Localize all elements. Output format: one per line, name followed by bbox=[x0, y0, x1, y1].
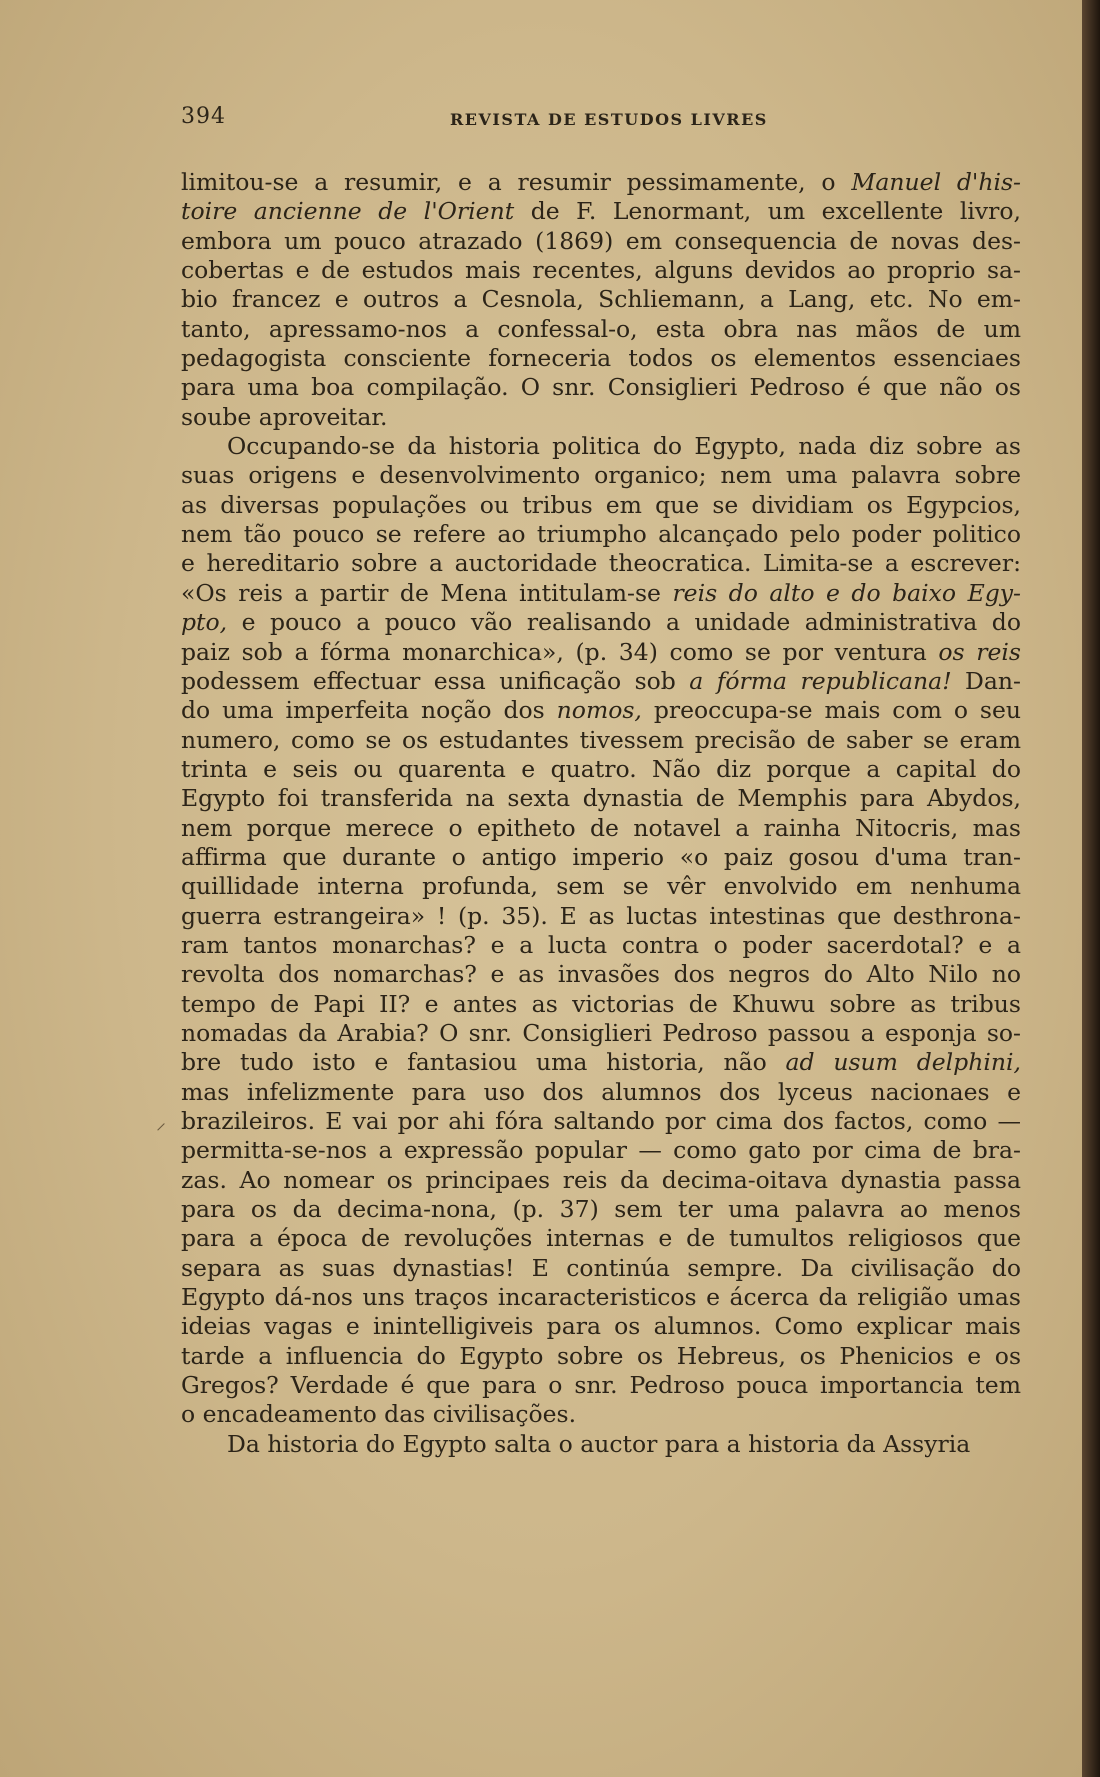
text-segment: o encadeamento das civilisações. bbox=[181, 1400, 577, 1429]
text-segment: embora um pouco atrazado (1869) em consequencia de novas des- bbox=[181, 226, 1021, 255]
text-line bbox=[181, 549, 1021, 578]
text-segment: e hereditario sobre a auctoridade theocratica. Limita-se a escrever: bbox=[181, 549, 1021, 578]
text-line bbox=[181, 726, 1021, 755]
text-line bbox=[181, 227, 1021, 256]
text-line bbox=[181, 1078, 1021, 1107]
text-line bbox=[181, 520, 1021, 549]
text-segment: bre tudo isto e fantasiou uma historia, não bbox=[181, 1048, 786, 1077]
text-line bbox=[181, 960, 1021, 989]
text-line bbox=[181, 1430, 1021, 1459]
text-segment: permitta-se-nos a expressão popular — como gato por cima de bra- bbox=[181, 1136, 1021, 1165]
italic-segment: pto, bbox=[181, 608, 228, 637]
text-line bbox=[181, 1048, 1021, 1077]
text-segment: quillidade interna profunda, sem se vêr envolvido em nenhuma bbox=[181, 872, 1021, 901]
text-segment: tanto, apressamo-nos a confessal-o, esta obra nas mãos de um bbox=[181, 314, 1021, 343]
italic-segment: ad usum delphini, bbox=[785, 1048, 1022, 1077]
text-line bbox=[181, 843, 1021, 872]
text-line bbox=[181, 403, 1021, 432]
italic-segment: Manuel d'his- bbox=[851, 168, 1021, 196]
text-segment: soube aproveitar. bbox=[181, 402, 388, 431]
text-line bbox=[181, 931, 1021, 960]
text-segment: guerra estrangeira» ! (p. 35). E as luctas intestinas que desthrona- bbox=[181, 901, 1021, 930]
italic-segment: nomos, bbox=[556, 696, 642, 725]
page-number: 394 bbox=[181, 104, 226, 129]
text-line bbox=[181, 1254, 1021, 1283]
text-segment: as diversas populações ou tribus em que se dividiam os Egypcios, bbox=[181, 490, 1021, 519]
italic-segment: toire ancienne de l'Orient bbox=[181, 197, 515, 226]
text-segment: ram tantos monarchas? e a lucta contra o poder sacerdotal? e a bbox=[181, 930, 1021, 959]
text-line bbox=[181, 432, 1021, 461]
text-segment: mas infelizmente para uso dos alumnos dos lyceus nacionaes e bbox=[181, 1077, 1021, 1106]
text-segment: limitou-se a resumir, e a resumir pessimamente, o bbox=[181, 168, 852, 196]
text-segment: e pouco a pouco vão realisando a unidade administrativa do bbox=[227, 608, 1021, 637]
text-line bbox=[181, 285, 1021, 314]
text-segment: tempo de Papi II? e antes as victorias de Khuwu sobre as tribus bbox=[181, 989, 1021, 1018]
book-spine-edge bbox=[1082, 0, 1100, 1777]
text-segment: Egypto dá-nos uns traços incaracteristicos e ácerca da religião umas bbox=[181, 1283, 1021, 1312]
text-segment: «Os reis a partir de Mena intitulam-se bbox=[181, 578, 673, 607]
text-segment: affirma que durante o antigo imperio «o paiz gosou d'uma tran- bbox=[181, 842, 1021, 871]
text-line bbox=[181, 1224, 1021, 1253]
text-segment: para os da decima-nona, (p. 37) sem ter uma palavra ao menos bbox=[181, 1195, 1021, 1224]
text-line bbox=[181, 608, 1021, 637]
running-title: REVISTA DE ESTUDOS LIVRES bbox=[450, 110, 768, 129]
text-segment: Dan- bbox=[951, 666, 1021, 695]
text-segment: bio francez e outros a Cesnola, Schliemann, a Lang, etc. No em- bbox=[181, 285, 1021, 314]
text-line bbox=[181, 373, 1021, 402]
text-line bbox=[181, 1312, 1021, 1341]
text-line bbox=[181, 1107, 1021, 1136]
text-segment: Da historia do Egypto salta o auctor para a historia da Assyria bbox=[227, 1429, 971, 1458]
text-line bbox=[181, 1195, 1021, 1224]
text-segment: para a época de revoluções internas e de tumultos religiosos que bbox=[181, 1224, 1021, 1253]
text-line bbox=[181, 168, 1021, 197]
text-segment: numero, como se os estudantes tivessem precisão de saber se eram bbox=[181, 725, 1021, 754]
text-line bbox=[181, 197, 1021, 226]
text-line bbox=[181, 579, 1021, 608]
text-segment: Egypto foi transferida na sexta dynastia de Memphis para Abydos, bbox=[181, 784, 1021, 813]
italic-segment: os reis bbox=[938, 637, 1021, 666]
italic-segment: a fórma republicana! bbox=[689, 666, 952, 695]
text-line bbox=[181, 344, 1021, 373]
text-segment: suas origens e desenvolvimento organico; nem uma palavra sobre bbox=[181, 461, 1021, 490]
margin-mark: ⸝ bbox=[156, 1110, 166, 1134]
text-segment: nem porque merece o epitheto de notavel a rainha Nitocris, mas bbox=[181, 813, 1021, 842]
text-line bbox=[181, 1283, 1021, 1312]
text-segment: tarde a influencia do Egypto sobre os Hebreus, os Phenicios e os bbox=[181, 1341, 1021, 1370]
text-segment: Gregos? Verdade é que para o snr. Pedroso pouca importancia tem bbox=[181, 1371, 1021, 1400]
text-segment: nomadas da Arabia? O snr. Consiglieri Pedroso passou a esponja so- bbox=[181, 1018, 1021, 1047]
text-segment: cobertas e de estudos mais recentes, alguns devidos ao proprio sa- bbox=[181, 256, 1021, 285]
italic-segment: reis do alto e do baixo Egy- bbox=[672, 578, 1021, 607]
text-line bbox=[181, 461, 1021, 490]
text-line bbox=[181, 1136, 1021, 1165]
text-segment: Occupando-se da historia politica do Egypto, nada diz sobre as bbox=[227, 432, 1021, 461]
text-segment: do uma imperfeita noção dos bbox=[181, 696, 557, 725]
text-line bbox=[181, 1019, 1021, 1048]
text-segment: de F. Lenormant, um excellente livro, bbox=[514, 197, 1021, 226]
text-line bbox=[181, 990, 1021, 1019]
text-line bbox=[181, 315, 1021, 344]
text-segment: brazileiros. E vai por ahi fóra saltando por cima dos factos, como — bbox=[181, 1107, 1021, 1135]
text-line bbox=[181, 1371, 1021, 1400]
text-segment: separa as suas dynastias! E continúa sempre. Da civilisação do bbox=[181, 1253, 1021, 1282]
text-line bbox=[181, 491, 1021, 520]
text-line bbox=[181, 1342, 1021, 1371]
text-segment: ideias vagas e inintelligiveis para os alumnos. Como explicar mais bbox=[181, 1312, 1021, 1341]
text-segment: paiz sob a fórma monarchica», (p. 34) como se por ventura bbox=[181, 637, 939, 666]
text-line bbox=[181, 638, 1021, 667]
text-segment: preoccupa-se mais com o seu bbox=[641, 696, 1021, 725]
text-line bbox=[181, 667, 1021, 696]
text-line bbox=[181, 902, 1021, 931]
text-segment: podessem effectuar essa unificação sob bbox=[181, 666, 690, 695]
text-line bbox=[181, 755, 1021, 784]
text-line bbox=[181, 696, 1021, 725]
body-text bbox=[181, 168, 1021, 1459]
text-segment: para uma boa compilação. O snr. Consiglieri Pedroso é que não os bbox=[181, 373, 1021, 402]
text-line bbox=[181, 256, 1021, 285]
text-line bbox=[181, 872, 1021, 901]
text-line bbox=[181, 814, 1021, 843]
text-segment: nem tão pouco se refere ao triumpho alcançado pelo poder politico bbox=[181, 520, 1021, 549]
text-line bbox=[181, 784, 1021, 813]
text-line bbox=[181, 1400, 1021, 1429]
text-line bbox=[181, 1166, 1021, 1195]
text-segment: pedagogista consciente forneceria todos os elementos essenciaes bbox=[181, 344, 1021, 373]
text-segment: trinta e seis ou quarenta e quatro. Não diz porque a capital do bbox=[181, 754, 1021, 783]
text-segment: revolta dos nomarchas? e as invasões dos negros do Alto Nilo no bbox=[181, 960, 1021, 989]
text-segment: zas. Ao nomear os principaes reis da decima-oitava dynastia passa bbox=[181, 1165, 1021, 1194]
